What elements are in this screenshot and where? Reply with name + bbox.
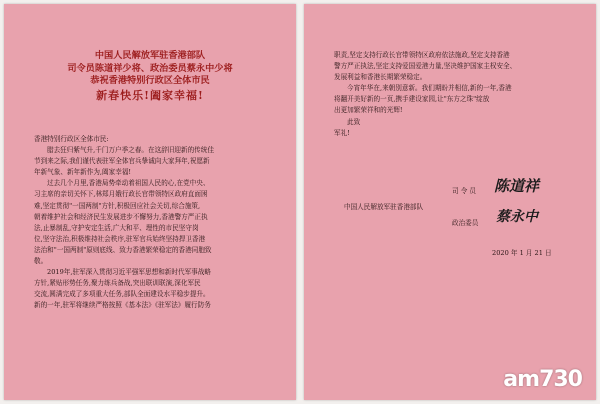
commander-role: 司 令 员: [452, 187, 476, 195]
body-line: 警方严正执法,坚定支持爱国爱港力量,坚决维护国家主权安全、: [334, 62, 517, 71]
body-line: 发展利益和香港长期繁荣稳定。: [334, 73, 427, 82]
body-line: 难,坚定贯彻"一国两制"方针,积极回应社会关切,综合施策,: [34, 201, 201, 210]
closing-line: 此致: [347, 117, 361, 126]
body-line: 位,坚守法治,积极维持社会秩序,驻军官兵始终坚持捍卫香港: [34, 234, 206, 243]
title-line: 中国人民解放军驻香港部队: [94, 50, 206, 61]
body-line: 职责,坚定支持行政长官带领特区政府依法施政,坚定支持香港: [334, 51, 510, 59]
letter-page-right: [304, 4, 596, 400]
letter-page-left: [4, 4, 296, 400]
body-line: 新的一年,驻军将继续严格按照《基本法》《驻军法》履行防务: [34, 301, 211, 310]
closing-line: 军礼!: [334, 128, 350, 137]
title-line: 新春快乐!阖家幸福!: [96, 88, 204, 102]
title-line: 司令员陈道祥少将、政治委员蔡永中少将: [67, 62, 233, 74]
body-line: 腊去狂归紫气升,千门万户季之春。在这辞旧迎新的传统佳: [47, 146, 214, 155]
body-line: 今宵年华在,来朝别意新。我们期盼并相信,新的一年,香港: [347, 84, 512, 93]
body-line: 交流,圆满完成了多项重大任务,部队全面建设水平稳步提升。: [34, 290, 210, 299]
body-line: 方针,紧贴形势任务,聚力练兵备战,突出联训联演,深化军民: [34, 279, 201, 288]
body-line: 敬。: [34, 257, 48, 266]
letter-body-left: [34, 134, 278, 312]
body-line: 节到来之际,我们谨代表驻军全体官兵挚诚向大家拜年,祝愿新: [34, 157, 210, 166]
letter-body-right: [334, 50, 578, 139]
body-line: 法治和"一国两制"原则底线、致力香港繁荣稳定的香港同胞致: [34, 245, 212, 254]
am730-logo: am730: [503, 367, 582, 392]
commissar-role: 政治委员: [452, 219, 479, 227]
signature-block: [344, 179, 584, 279]
commander-signature: 陈道祥: [494, 177, 540, 195]
body-line: 将翻开美好新的一页,携手建设家园,让"东方之珠"绽放: [334, 95, 490, 104]
body-line: 朝着维护社会和经济民生发展进步不懈努力,香港警方严正执: [34, 212, 208, 221]
letter-title: [4, 50, 296, 103]
body-line: 2019年,驻军深入贯彻习近平强军思想和新时代军事战略: [47, 268, 211, 277]
body-line: 年新气象、新年新作为,阖家幸福!: [34, 168, 132, 177]
salutation: 香港特别行政区全体市民:: [34, 135, 109, 143]
body-line: 习主席的亲切关怀下,林郑月娥行政长官带领特区政府直面困: [34, 190, 208, 199]
commissar-signature: 蔡永中: [496, 209, 538, 225]
letter-date: 2020 年 1 月 21 日: [492, 249, 552, 257]
body-line: 法,止暴制乱,守护安定生活,广大和平、理性的市民坚守岗: [34, 223, 199, 232]
title-line: 恭祝香港特别行政区全体市民: [90, 75, 210, 86]
body-line: 出更加繁荣祥和的光辉!: [334, 106, 403, 115]
unit-name: 中国人民解放军驻香港部队: [344, 203, 424, 211]
body-line: 过去几个月里,香港局势牵动着祖国人民的心,在党中央、: [47, 179, 210, 188]
